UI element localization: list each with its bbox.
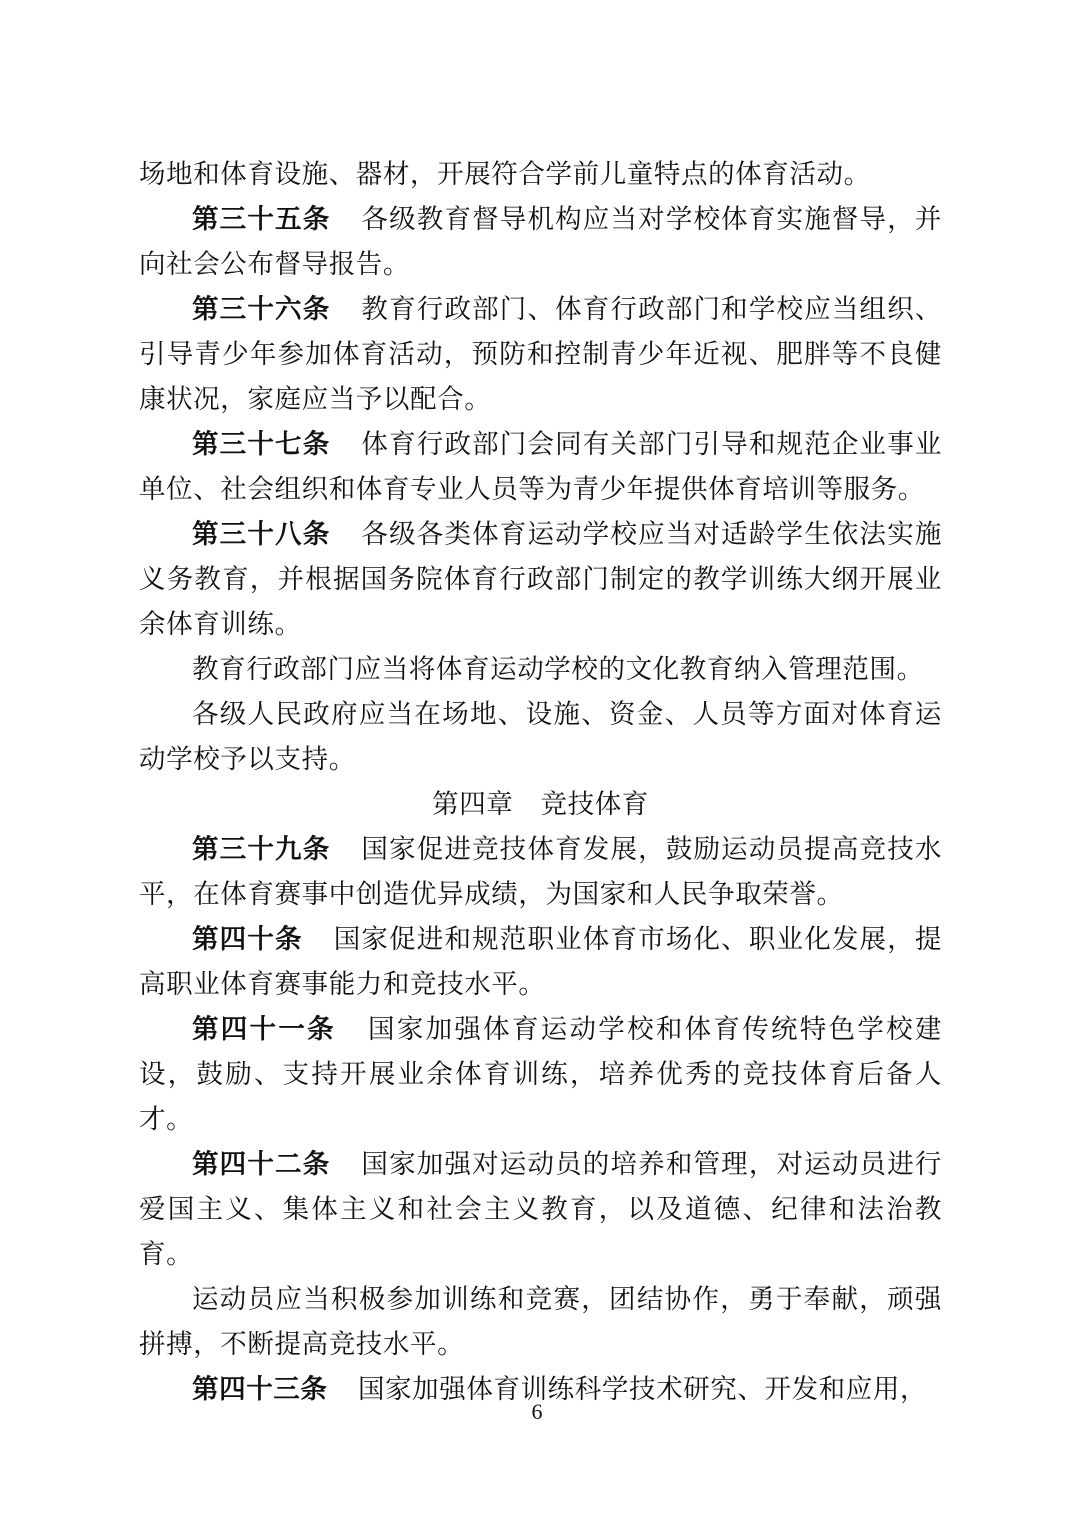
- article-37: [139, 422, 942, 512]
- chapter-heading: 第四章 竞技体育: [432, 789, 649, 820]
- article-label: 第三十六条: [192, 294, 331, 325]
- article-text: 各级各类体育运动学校应当对适龄学生依法实施义务教育，并根据国务院体育行政部门制定的教学训练大纲开展业余体育训练。: [139, 519, 942, 640]
- article-38-paragraph-3: [139, 692, 942, 782]
- article-label: 第三十九条: [192, 834, 331, 865]
- article-text: 各级教育督导机构应当对学校体育实施督导，并向社会公布督导报告。: [139, 204, 942, 280]
- article-label: 第三十五条: [192, 204, 331, 235]
- article-label: 第三十七条: [192, 429, 331, 460]
- article-text: 体育行政部门会同有关部门引导和规范企业事业单位、社会组织和体育专业人员等为青少年提供体育培训等服务。: [139, 429, 942, 505]
- page-number: 6: [531, 1399, 543, 1424]
- paragraph-text: 场地和体育设施、器材，开展符合学前儿童特点的体育活动。: [139, 159, 871, 190]
- article-text: 国家加强体育训练科学技术研究、开发和应用，: [357, 1374, 928, 1405]
- article-42: [139, 1142, 942, 1277]
- article-38-paragraph-2: [139, 647, 942, 692]
- article-40: [139, 917, 942, 1007]
- document-body: [139, 152, 942, 1412]
- paragraph-text: 运动员应当积极参加训练和竞赛，团结协作，勇于奉献，顽强拼搏，不断提高竞技水平。: [139, 1284, 942, 1360]
- article-38: [139, 512, 942, 647]
- article-text: 教育行政部门、体育行政部门和学校应当组织、引导青少年参加体育活动，预防和控制青少年近视、肥胖等不良健康状况，家庭应当予以配合。: [139, 294, 942, 415]
- article-42-paragraph-2: [139, 1277, 942, 1367]
- article-text: 国家加强对运动员的培养和管理，对运动员进行爱国主义、集体主义和社会主义教育，以及道德、纪律和法治教育。: [139, 1149, 942, 1270]
- article-text: 国家促进和规范职业体育市场化、职业化发展，提高职业体育赛事能力和竞技水平。: [139, 924, 942, 1000]
- article-label: 第四十条: [192, 924, 303, 955]
- article-text: 国家加强体育运动学校和体育传统特色学校建设，鼓励、支持开展业余体育训练，培养优秀的竞技体育后备人才。: [139, 1014, 942, 1135]
- article-label: 第四十二条: [192, 1149, 331, 1180]
- paragraph-continuation: [139, 152, 942, 197]
- article-label: 第四十三条: [192, 1374, 328, 1405]
- article-35: [139, 197, 942, 287]
- article-39: [139, 827, 942, 917]
- article-label: 第四十一条: [192, 1014, 336, 1045]
- article-36: [139, 287, 942, 422]
- article-label: 第三十八条: [192, 519, 331, 550]
- article-text: 国家促进竞技体育发展，鼓励运动员提高竞技水平，在体育赛事中创造优异成绩，为国家和人民争取荣誉。: [139, 834, 942, 910]
- paragraph-text: 教育行政部门应当将体育运动学校的文化教育纳入管理范围。: [192, 654, 924, 685]
- article-41: [139, 1007, 942, 1142]
- paragraph-text: 各级人民政府应当在场地、设施、资金、人员等方面对体育运动学校予以支持。: [139, 699, 942, 775]
